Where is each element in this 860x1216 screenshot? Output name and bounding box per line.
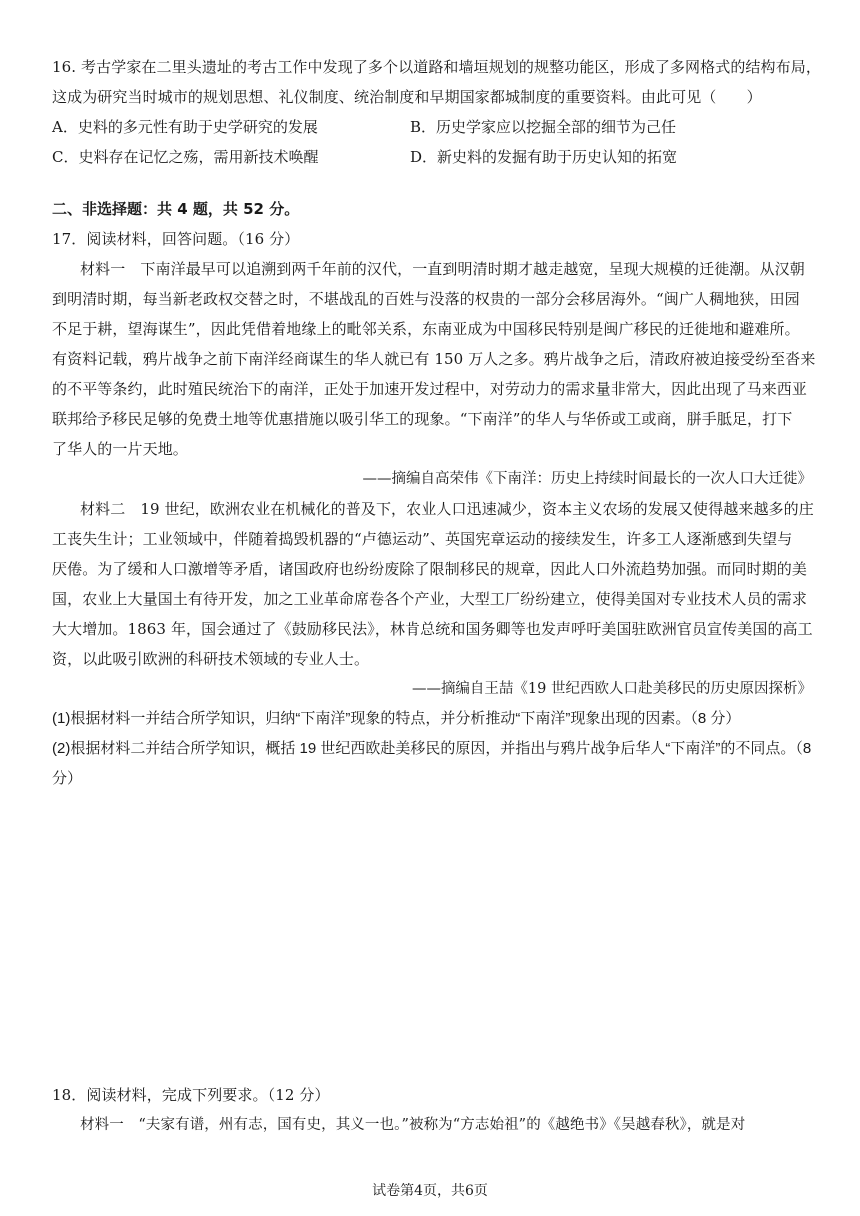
q17-m1-line: 联邦给予移民足够的免费土地等优惠措施以吸引华工的现象。“下南洋”的华人与华侨或工或商，胼手胝足，打下 [52,410,793,428]
q16-option-b: B．历史学家应以挖掘全部的细节为己任 [410,118,677,136]
q17-stem: 17．阅读材料，回答问题。（16 分） [52,230,300,248]
question-17 [52,224,816,794]
q17-m2-line: 资，以此吸引欧洲的科研技术领域的专业人士。 [52,650,370,668]
q16-stem-line-1: 16. 考古学家在二里头遗址的考古工作中发现了多个以道路和墙垣规划的规整功能区，形成了多网格式的结构布局， [52,58,821,76]
q17-citation-1: ——摘编自高荣伟《下南洋：历史上持续时间最长的一次人口大迁徙》 [362,471,812,487]
q17-m2-line: 厌倦。为了缓和人口激增等矛盾，诸国政府也纷纷废除了限制移民的规章，因此人口外流趋势加强。而同时期的美 [52,560,808,578]
q17-sub-question-2-line-1: (2)根据材料二并结合所学知识，概括 19 世纪西欧赴美移民的原因，并指出与鸦片战争后华人“下南洋”的不同点。（8 [52,740,812,757]
q17-m1-line: 有资料记载，鸦片战争之前下南洋经商谋生的华人就已有 150 万人之多。鸦片战争之后，清政府被迫接受纷至沓来 [52,350,816,368]
q18-material-1-line-1: 材料一 “夫家有谱，州有志，国有史，其义一也。”被称为“方志始祖”的《越绝书》《吴越春秋》，就是对 [80,1117,746,1133]
q17-m1-line: 材料一 下南洋最早可以追溯到两千年前的汉代，一直到明清时期才越走越宽，呈现大规模的迁徙潮。从汉朝 [80,260,805,278]
q16-option-c: C．史料存在记忆之殇，需用新技术唤醒 [52,148,319,166]
q17-m1-line: 不足于耕，望海谋生”，因此凭借着地缘上的毗邻关系，东南亚成为中国移民特别是闽广移民的迁徙地和避难所。 [52,320,800,338]
q17-m2-line: 材料二 19 世纪，欧洲农业在机械化的普及下，农业人口迅速减少，资本主义农场的发展又使得越来越多的庄 [80,500,814,518]
exam-page-content [52,52,821,794]
q17-sub-question-1: (1)根据材料一并结合所学知识，归纳“下南洋”现象的特点，并分析推动“下南洋”现象出现的因素。（8 分） [52,710,741,727]
q16-options [52,112,812,172]
q17-citation-2: ——摘编自王喆《19 世纪西欧人口赴美移民的历史原因探析》 [411,681,812,697]
q17-material-1 [52,254,816,464]
question-18 [52,1080,812,1140]
q17-m2-line: 工丧失生计；工业领域中，伴随着捣毁机器的“卢德运动”、英国宪章运动的接续发生，许多工人逐渐感到失望与 [52,530,793,548]
section-2-title: 二、非选择题：共 4 题，共 52 分。 [52,200,300,218]
q16-option-d: D．新史料的发掘有助于历史认知的拓宽 [410,148,678,166]
q17-sub-question-2-line-2: 分） [52,770,83,787]
q16-option-a: A．史料的多元性有助于史学研究的发展 [52,118,318,136]
q17-m1-line: 的不平等条约，此时殖民统治下的南洋，正处于加速开发过程中，对劳动力的需求量非常大，因此出现了马来西亚 [52,380,808,398]
question-16 [52,52,821,172]
q18-stem: 18．阅读材料，完成下列要求。（12 分） [52,1086,330,1104]
q17-m2-line: 大大增加。1863 年，国会通过了《鼓励移民法》，林肯总统和国务卿等也发声呼吁美国驻欧洲官员宣传美国的高工 [52,620,813,638]
q17-material-2 [52,494,812,674]
q16-stem-line-2: 这成为研究当时城市的规划思想、礼仪制度、统治制度和早期国家都城制度的重要资料。由此可见（ ） [52,88,762,106]
page-footer: 试卷第4页，共6页 [372,1183,488,1199]
q17-m2-line: 国，农业上大量国土有待开发，加之工业革命席卷各个产业，大型工厂纷纷建立，使得美国对专业技术人员的需求 [52,590,808,608]
q17-m1-line: 了华人的一片天地。 [52,440,188,458]
q17-m1-line: 到明清时期，每当新老政权交替之时，不堪战乱的百姓与没落的权贵的一部分会移居海外。“闽广人稠地狭，田园 [52,290,800,308]
